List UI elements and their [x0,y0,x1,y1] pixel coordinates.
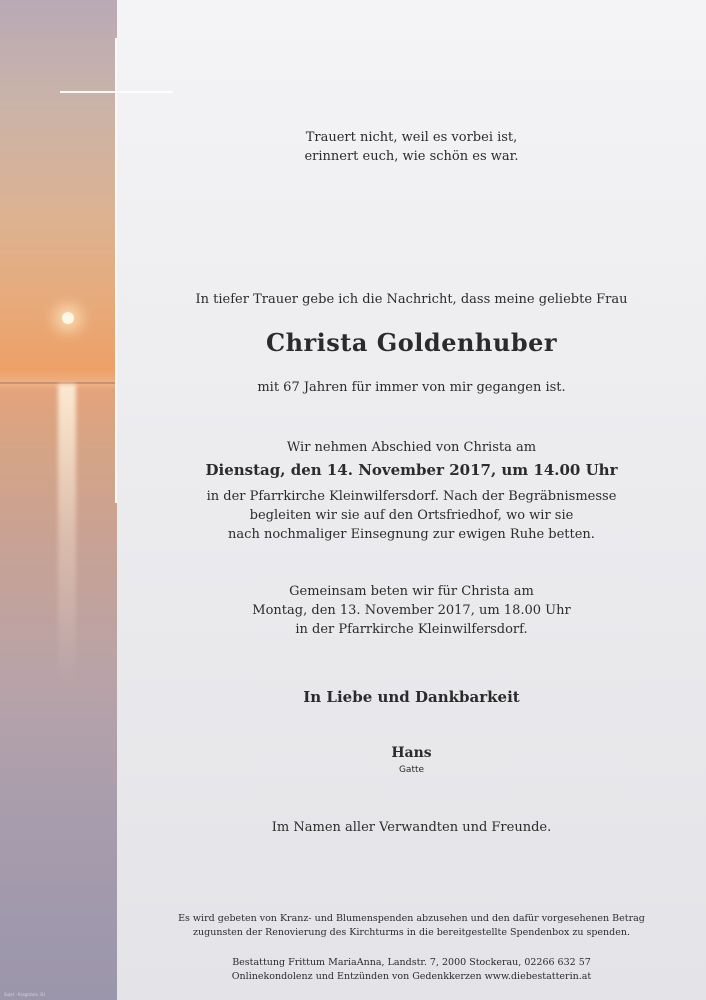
quote-line-2: erinnert euch, wie schön es war. [304,149,519,164]
death-notice-text [117,0,706,1000]
donation-note-line-1: Es wird gebeten von Kranz- und Blumenspenden abzusehen und den dafür vorgesehenen Betrag [178,913,645,924]
closing-text: In Liebe und Dankbarkeit [303,688,520,706]
sunset-image [0,0,117,1000]
footer-line-1: Bestattung Frittum MariaAnna, Landstr. 7, 2000 Stockerau, 02266 632 57 [232,957,591,968]
funeral-date: Dienstag, den 14. November 2017, um 14.00 Uhr [205,461,618,479]
funeral-details-line-3: nach nochmaliger Einsegnung zur ewigen Ruhe betten. [228,527,595,542]
sun [62,312,74,324]
prayer-line-3: in der Pfarrkirche Kleinwilfersdorf. [295,622,528,637]
footer-line-2: Onlinekondolenz und Entzünden von Gedenkkerzen www.diebestatterin.at [231,971,592,982]
relatives-text: Im Namen aller Verwandten und Freunde. [271,820,552,835]
mourner-name: Hans [391,745,432,761]
funeral-details-line-1: in der Pfarrkirche Kleinwilfersdorf. Nach der Begräbnismesse [206,489,617,504]
prayer-line-2: Montag, den 13. November 2017, um 18.00 Uhr [252,603,571,618]
sun-reflection [58,384,76,684]
farewell-intro: Wir nehmen Abschied von Christa am [286,440,537,455]
donation-note-line-2: zugunsten der Renovierung des Kirchturms in die bereitgestellte Spendenbox zu spenden. [193,927,630,938]
age-line: mit 67 Jahren für immer von mir gegangen ist. [257,380,566,395]
prayer-line-1: Gemeinsam beten wir für Christa am [289,584,534,599]
funeral-details-line-2: begleiten wir sie auf den Ortsfriedhof, wo wir sie [249,508,574,523]
mourner-relation: Gatte [398,765,425,775]
deceased-name: Christa Goldenhuber [265,328,558,357]
image-caption: Sujet · Kreglstein 3U [4,992,45,997]
intro-text: In tiefer Trauer gebe ich die Nachricht, dass meine geliebte Frau [195,292,628,307]
quote-line-1: Trauert nicht, weil es vorbei ist, [305,130,518,145]
